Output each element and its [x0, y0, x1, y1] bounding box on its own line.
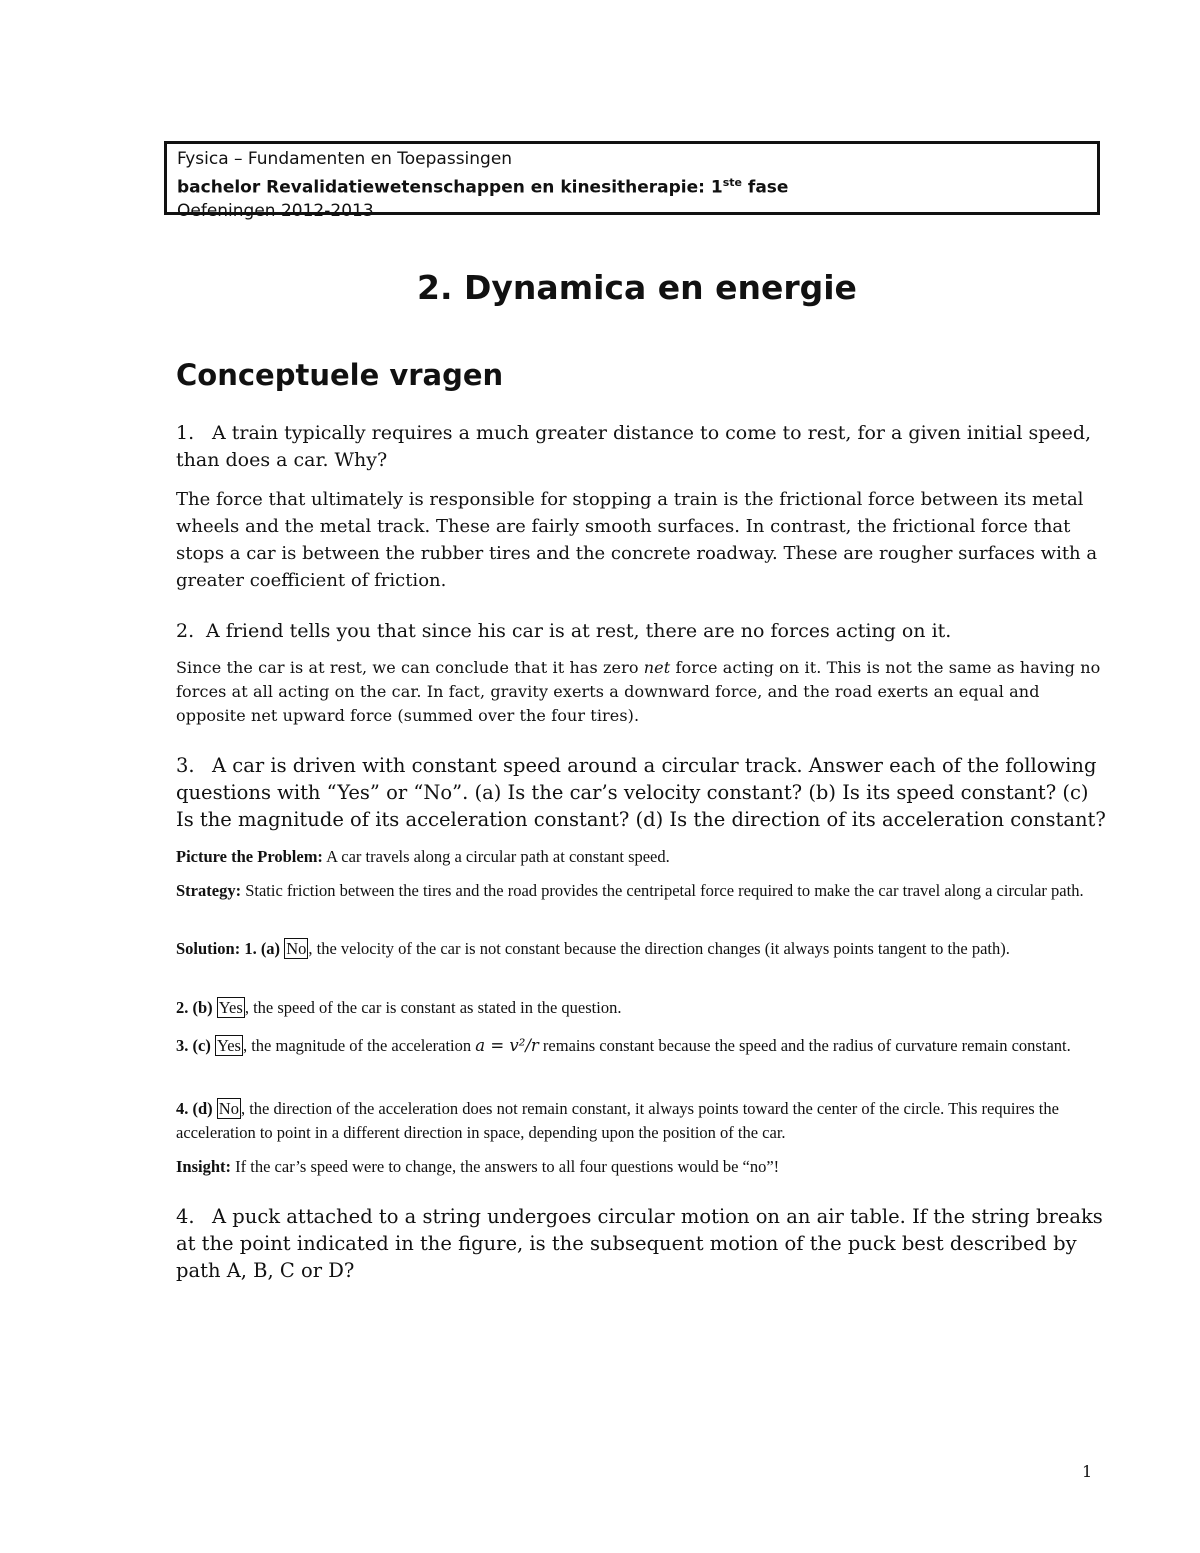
question-1 — [176, 420, 1106, 474]
course-title: Fysica – Fundamenten en Toepassingen — [177, 149, 513, 169]
part-label: 3. (c) — [176, 1036, 211, 1055]
program-text: bachelor Revalidatiewetenschappen en kinesitherapie: 1 — [177, 177, 723, 198]
text: , the direction of the acceleration does not remain constant, it always points toward the center of the circle. This requires the acceleration to point in a different direction in space, depending upon the position of the car. — [176, 1099, 1059, 1142]
boxed-answer: No — [286, 939, 307, 958]
question-number: 1. — [176, 422, 195, 444]
strategy — [176, 879, 1106, 903]
solution-part-b — [176, 996, 1106, 1020]
text: , the velocity of the car is not constant because the direction changes (it always points tangent to the path). — [308, 939, 1010, 958]
boxed-answer: Yes — [218, 998, 243, 1017]
label: Strategy: — [176, 881, 242, 900]
boxed-answer: No — [218, 1099, 239, 1118]
picture-the-problem — [176, 845, 1106, 869]
boxed-answer: Yes — [216, 1036, 241, 1055]
section-heading: Conceptuele vragen — [176, 358, 504, 392]
label: Picture the Problem: — [176, 847, 323, 866]
question-text: A puck attached to a string undergoes circular motion on an air table. If the string breaks at the point indicated in the figure, is the subsequent motion of the puck best described by path A, B, C or D? — [176, 1205, 1103, 1282]
part-label: 2. (b) — [176, 998, 213, 1017]
question-number: 4. — [176, 1205, 195, 1228]
program-line — [177, 171, 1097, 200]
solution-part-d — [176, 1097, 1106, 1145]
text: Static friction between the tires and the road provides the centripetal force required to make the car travel along a circular path. — [241, 881, 1084, 900]
question-text: A train typically requires a much greater distance to come to rest, for a given initial speed, than does a car. Why? — [176, 422, 1092, 471]
question-2 — [176, 618, 1106, 645]
answer-emphasis: net — [643, 658, 671, 677]
solution-part-a — [176, 937, 1106, 961]
label: Solution: — [176, 939, 241, 958]
question-text: A car is driven with constant speed around a circular track. Answer each of the following questions with “Yes” or “No”. (a) Is the car’s velocity constant? (b) Is its speed constant? (c) Is the magnitude of its acceleration constant? (d) Is the direction of its acceleration constant? — [176, 754, 1106, 831]
program-sup: ste — [722, 176, 742, 189]
question-number: 3. — [176, 754, 195, 777]
text: , the magnitude of the acceleration — [242, 1036, 476, 1055]
acceleration-formula: a = v²/r — [475, 1036, 539, 1055]
question-text: A friend tells you that since his car is at rest, there are no forces acting on it. — [206, 620, 952, 642]
answer-2 — [176, 656, 1106, 728]
solution-part-c — [176, 1034, 1106, 1058]
answer-text: Since the car is at rest, we can conclude that it has zero — [176, 658, 644, 677]
question-4 — [176, 1203, 1106, 1284]
label: Insight: — [176, 1157, 232, 1176]
text: remains constant because the speed and the radius of curvature remain constant. — [538, 1036, 1071, 1055]
answer-1: The force that ultimately is responsible for stopping a train is the frictional force between its metal wheels and the metal track. These are fairly smooth surfaces. In contrast, the frictional force that stops a car is between the rubber tires and the concrete roadway. These are rougher surfaces with a greater coefficient of friction. — [176, 489, 1098, 591]
page-number: 1 — [1082, 1462, 1093, 1481]
text: A car travels along a circular path at constant speed. — [322, 847, 670, 866]
part-label: 1. (a) — [240, 939, 281, 958]
question-3 — [176, 752, 1106, 833]
answer-text: force acting on it. This is not the same as having no forces at all acting on the car. In fact, gravity exerts a downward force, and the road exerts an equal and opposite net upward force (summed over the four tires). — [176, 658, 1101, 725]
text: If the car’s speed were to change, the answers to all four questions would be “no”! — [231, 1157, 780, 1176]
exercise-year: Oefeningen 2012-2013 — [177, 200, 374, 221]
text: , the speed of the car is constant as stated in the question. — [244, 998, 622, 1017]
page-title: 2. Dynamica en energie — [417, 268, 857, 307]
question-number: 2. — [176, 620, 195, 642]
course-header-box — [164, 141, 1100, 221]
program-tail: fase — [742, 177, 789, 198]
part-label: 4. (d) — [176, 1099, 213, 1118]
insight — [176, 1155, 1106, 1179]
